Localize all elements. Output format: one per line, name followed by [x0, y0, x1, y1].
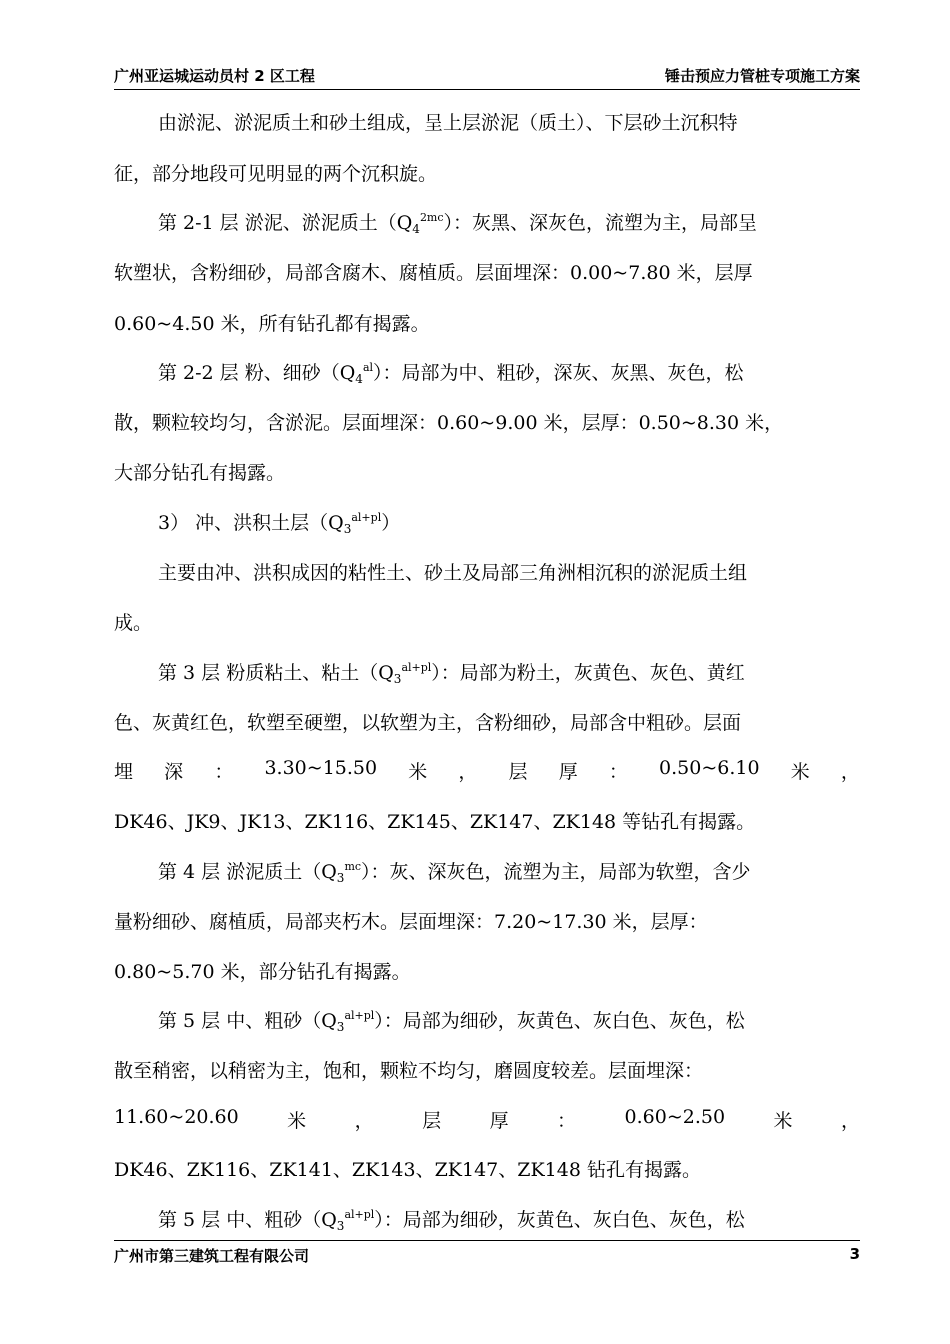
layer-3-line: 第 3 层 粉质粘土、粘土$(Q_3^{al+pl})$：局部为粉土，灰黄色、灰色、黄红: [158, 661, 745, 686]
text-line: 散至稍密，以稍密为主，饱和，颗粒不均匀，磨圆度较差。层面埋深：: [114, 1060, 704, 1082]
page-header: [114, 64, 860, 90]
text-line: 色、灰黄红色，软塑至硬塑，以软塑为主，含粉细砂，局部含中粗砂。层面: [114, 712, 742, 734]
section-3-heading: 3） 冲、洪积土层$(Q_3^{al+pl})$: [158, 511, 401, 536]
text-line: 0.80~5.70 米，部分钻孔有揭露。: [114, 961, 411, 983]
text-line: 散，颗粒较均匀，含淤泥。层面埋深：0.60~9.00 米，层厚：0.50~8.30 米，: [114, 412, 784, 434]
text-line: 量粉细砂、腐植质，局部夹朽木。层面埋深：7.20~17.30 米，层厚：: [114, 911, 708, 933]
text-line: 征，部分地段可见明显的两个沉积旋。: [114, 163, 438, 185]
text-line: 由淤泥、淤泥质土和砂土组成，呈上层淤泥（质土）、下层砂土沉积特: [158, 112, 738, 134]
page-number: 3: [849, 1245, 860, 1263]
layer-2-1-line: 第 2-1 层 淤泥、淤泥质土$(Q_4^{2mc})$：灰黑、深灰色，流塑为主，局部呈: [158, 211, 758, 236]
text-line: 软塑状，含粉细砂，局部含腐木、腐植质。层面埋深：0.00~7.80 米，层厚: [114, 262, 753, 284]
text-line: 主要由冲、洪积成因的粘性土、砂土及局部三角洲相沉积的淤泥质土组: [158, 562, 748, 584]
layer-5-line: 第 5 层 中、粗砂$(Q_3^{al+pl})$：局部为细砂，灰黄色、灰白色、灰色，松: [158, 1009, 745, 1034]
text-line: 0.60~4.50 米，所有钻孔都有揭露。: [114, 313, 430, 335]
page-footer: [114, 1240, 860, 1267]
justified-line: 埋 深 ： 3.30~15.50 米 ， 层 厚 ： 0.50~6.10 米 ，: [114, 757, 860, 783]
footer-company-name: 广州市第三建筑工程有限公司: [114, 1247, 310, 1265]
text-line: 成。: [114, 612, 153, 634]
layer-4-line: 第 4 层 淤泥质土$(Q_3^{mc})$：灰、深灰色，流塑为主，局部为软塑，含少: [158, 860, 751, 885]
text-line: DK46、JK9、JK13、ZK116、ZK145、ZK147、ZK148 等钻孔有揭露。: [114, 811, 756, 833]
text-line: DK46、ZK116、ZK141、ZK143、ZK147、ZK148 钻孔有揭露。: [114, 1159, 701, 1181]
justified-line: 11.60~20.60 米 ， 层 厚 ： 0.60~2.50 米 ，: [114, 1106, 860, 1132]
layer-5-line-repeat: 第 5 层 中、粗砂$(Q_3^{al+pl})$：局部为细砂，灰黄色、灰白色、灰色，松: [158, 1208, 745, 1233]
text-line: 大部分钻孔有揭露。: [114, 462, 286, 484]
header-document-title: 锤击预应力管桩专项施工方案: [664, 67, 860, 85]
header-project-title: 广州亚运城运动员村 2 区工程: [114, 67, 315, 85]
layer-2-2-line: 第 2-2 层 粉、细砂$(Q_4^{al})$：局部为中、粗砂，深灰、灰黑、灰色，松: [158, 361, 744, 386]
